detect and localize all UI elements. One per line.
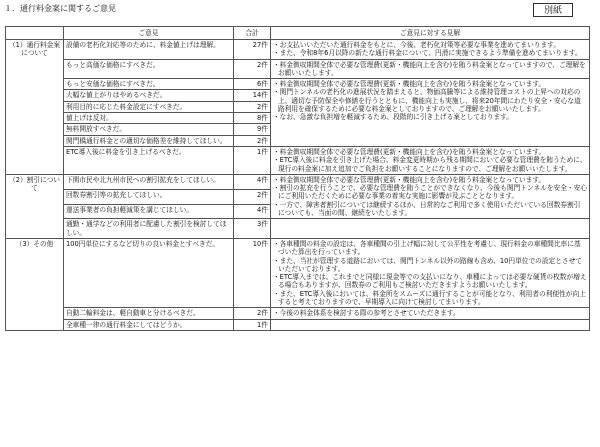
opinion-cell: 全車種一律の通行料金にしてはどうか。	[64, 319, 234, 330]
opinion-cell: 無料開放すべきだ。	[64, 124, 234, 135]
count-cell: 1件	[234, 146, 271, 174]
table-row	[6, 40, 590, 60]
count-cell: 14件	[234, 90, 271, 101]
opinion-table	[5, 26, 590, 331]
header-opinion: ご意見	[64, 27, 234, 40]
opinion-cell: 大幅な値上がりはやめるべきだ。	[64, 90, 234, 101]
response-line: ・料金徴収期間全体で必要な管理費(更新・機能向上を含む)を賄う料金案となっています。	[273, 175, 546, 184]
response-line: ・料金徴収期間全体で必要な管理費(更新・機能向上を含む)を賄う料金案となっています。	[273, 80, 546, 89]
opinion-cell: もっと安価な価格にすべきだ。	[64, 79, 234, 90]
response-cell	[271, 59, 590, 79]
count-cell: 4件	[234, 174, 271, 189]
opinion-cell: 100円単位にするなど切りの良い料金とすべきだ。	[64, 238, 234, 307]
attachment-badge: 別紙	[533, 3, 573, 17]
response-line: ・ETC導入後に料金を引き上げた場合、料金変更時期から残る期間において必要な管理費を賄うために、現行の料金案に加え追加でご負担をお願いすることになりますので、ご理解をお願いいたします。	[273, 156, 587, 173]
count-cell: 2件	[234, 59, 271, 79]
count-cell: 27件	[234, 40, 271, 60]
response-cell	[271, 238, 590, 307]
response-cell	[271, 219, 590, 239]
opinion-cell: 運送事業者の負担軽減策を講じてほしい。	[64, 204, 234, 219]
response-cell	[271, 146, 590, 174]
table-header-row	[6, 27, 590, 40]
response-cell	[271, 319, 590, 330]
count-cell: 2件	[234, 189, 271, 204]
response-line: ・なお、急激な負担増を軽減するため、段階的に引き上げる案としております。	[273, 113, 513, 122]
category-cell: （3）その他	[6, 238, 64, 330]
response-line: ・各車種間の料金の設定は、各車種間の引上げ幅に対して公平性を考慮し、現行料金の車種間比率に基づいた算出を行っています。	[273, 239, 581, 257]
count-cell: 10件	[234, 238, 271, 307]
count-cell: 9件	[234, 124, 271, 135]
table-row	[6, 219, 590, 239]
category-cell: （1）通行料金案について	[6, 40, 64, 175]
response-line: ・割引の拡充を行うことで、必要な管理費を賄うことができなくなり、今後も関門トンネルを安全・安心にご利用いただくために必要な事業の着実な実施に影響が及ぶこととなります。	[273, 184, 587, 201]
opinion-cell: 利用目的に応じた料金設定にすべきだ。	[64, 101, 234, 112]
response-cell	[271, 174, 590, 218]
table-row	[6, 79, 590, 90]
response-line: ・お支払いいただいた通行料金をもとに、今後、老朽化対策等必要な事業を進めてまいります。	[273, 41, 561, 49]
table-row	[6, 308, 590, 319]
opinion-cell: 設備の老朽化対応等のために、料金値上げは理解。	[64, 40, 234, 60]
response-cell	[271, 308, 590, 319]
table-body	[6, 40, 590, 331]
response-line: ・また、ETC導入後においては、料金所をスムーズに通行することが可能となり、利用者の利便性が向上すると考えておりますので、早期導入に向けて検討してまいります。	[273, 289, 586, 307]
header-category	[6, 27, 64, 40]
header-total: 合計	[234, 27, 271, 40]
opinion-cell: 関門橋通行料金との適切な価格差を維持してほしい。	[64, 135, 234, 146]
response-line: ・料金徴収期間全体で必要な管理費(更新・機能向上を含む)を賄う料金案となっています。	[273, 147, 546, 156]
table-row	[6, 238, 590, 307]
opinion-cell: ETC導入後に料金を引き上げるべきだ。	[64, 146, 234, 174]
response-cell	[271, 40, 590, 60]
document-heading: １．通行料金案に関するご意見	[4, 4, 116, 13]
table-row	[6, 146, 590, 174]
count-cell: 2件	[234, 101, 271, 112]
count-cell: 8件	[234, 113, 271, 124]
table-row	[6, 319, 590, 330]
response-cell	[271, 79, 590, 147]
response-line: ・関門トンネルの老朽化の進展状況を踏まえると、物価高騰等による維持管理コストの上昇への対応の上、適切な予防保全や修繕を行うとともに、機能向上も実施し、将来20年間にわたり安全・安心な道路利用を確保するために必要な料金案としておりますので、ご理解をお願いいたします。	[273, 88, 581, 114]
opinion-cell: 下関市民や北九州市民への割引拡充をしてほしい。	[64, 174, 234, 189]
response-line: ・また、当社が管理する道路においては、関門トンネル以外の路線も含め、10円単位での設定とさせていただいております。	[273, 256, 582, 273]
count-cell: 2件	[234, 135, 271, 146]
opinion-cell: 値上げは反対。	[64, 113, 234, 124]
response-line: ・今後の料金体系を検討する際の参考とさせていただきます。	[273, 309, 460, 318]
opinion-cell: 通勤・通学などの利用者に配慮した割引を検討してほしい。	[64, 219, 234, 239]
response-line: ・一方で、障害者割引については継続するほか、日常的なご利用で多く使用いただいている回数券割引についても、当面の間、継続をいたします。	[273, 200, 581, 218]
opinion-cell: 回数券割引等の拡充してほしい。	[64, 189, 234, 204]
table-row	[6, 174, 590, 189]
count-cell: 2件	[234, 308, 271, 319]
response-line: ・また、令和8年6月以降の新たな通行料金について、円滑に実施できるよう準備を進めてまいります。	[273, 49, 582, 58]
count-cell: 3件	[234, 219, 271, 239]
opinion-cell: 自動二輪料金は、軽自動車と分けるべきだ。	[64, 308, 234, 319]
category-cell: （2）割引について	[6, 174, 64, 238]
response-line: ・料金徴収期間全体で必要な管理費(更新・機能向上を含む)を賄う料金案となっていますので、ご理解をお願いいたします。	[273, 60, 586, 77]
opinion-cell: もっと高価な価格にすべきだ。	[64, 59, 234, 79]
count-cell: 1件	[234, 319, 271, 330]
count-cell: 6件	[234, 79, 271, 90]
header-response: ご意見に対する見解	[271, 27, 590, 40]
count-cell: 4件	[234, 204, 271, 219]
response-line: ・ETC導入までは、これまでと同様に現金等での支払いになり、車種によっては必要な硬貨の枚数が増える場合もありますが、回数券のご利用もご検討いただきますようお願いいたします。	[273, 273, 587, 290]
table-row	[6, 59, 590, 79]
